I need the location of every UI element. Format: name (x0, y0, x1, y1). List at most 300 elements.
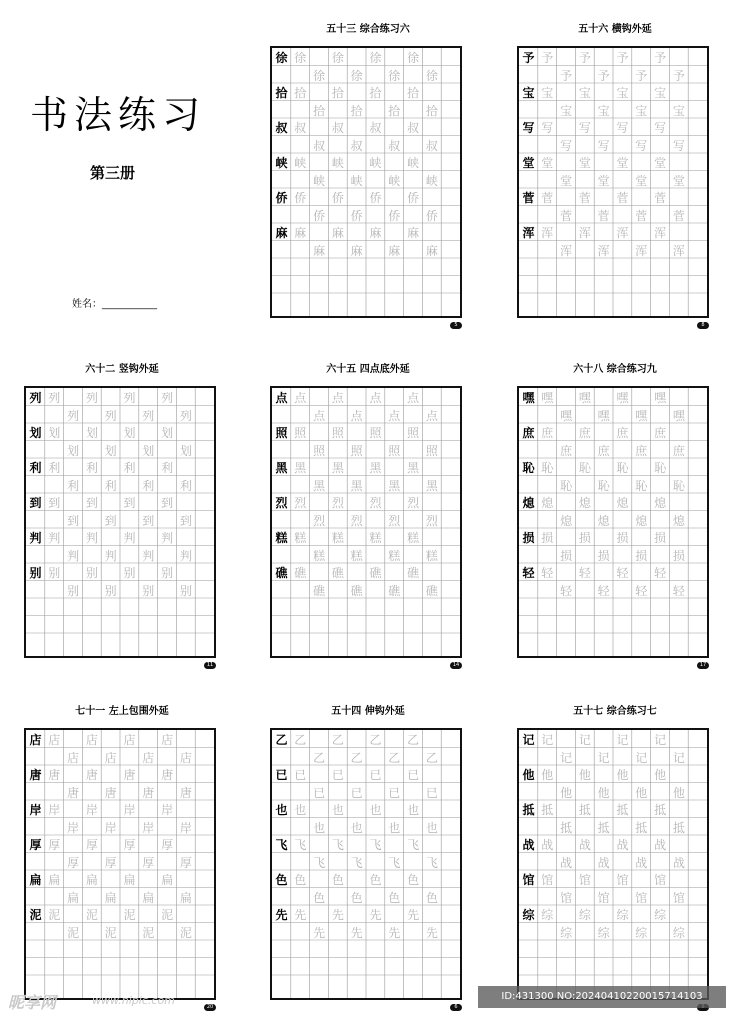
tracing-character: 扁 (123, 873, 136, 887)
tracing-character: 先 (407, 908, 420, 922)
tracing-character: 泥 (67, 925, 80, 940)
character-row (272, 564, 460, 599)
tracing-character: 店 (48, 733, 61, 747)
tracing-character: 唐 (85, 768, 98, 782)
tracing-character: 予 (654, 51, 667, 65)
tracing-character: 泥 (161, 908, 174, 922)
model-character: 恥 (522, 461, 535, 475)
tracing-character: 也 (350, 820, 363, 835)
tracing-character: 色 (425, 890, 438, 905)
tracing-character: 馆 (560, 890, 573, 905)
tracing-character: 列 (85, 391, 98, 405)
tracing-character: 堂 (597, 173, 610, 188)
tracing-character: 别 (104, 583, 117, 598)
tracing-character: 损 (616, 531, 629, 545)
tracing-character: 利 (123, 461, 136, 475)
tracing-character: 抵 (672, 820, 685, 835)
tracing-character: 宝 (654, 86, 667, 100)
tracing-character: 记 (616, 733, 629, 747)
character-row (272, 494, 460, 529)
tracing-character: 堂 (541, 156, 554, 170)
tracing-character: 也 (388, 820, 401, 835)
character-row (519, 224, 707, 259)
tracing-character: 唐 (48, 768, 61, 782)
tracing-character: 他 (672, 785, 685, 800)
tracing-character: 嘿 (654, 391, 667, 405)
character-row (519, 119, 707, 154)
tracing-character: 划 (48, 426, 61, 440)
tracing-character: 店 (67, 750, 80, 765)
writing-grid (270, 386, 462, 658)
tracing-character: 馆 (654, 873, 667, 887)
model-character: 已 (275, 768, 288, 782)
tracing-character: 馆 (672, 890, 685, 905)
tracing-character: 记 (597, 750, 610, 765)
tracing-character: 侨 (407, 191, 420, 205)
tracing-character: 唐 (67, 785, 80, 800)
tracing-character: 厚 (48, 838, 61, 852)
tracing-character: 糕 (331, 531, 344, 545)
character-row (272, 801, 460, 836)
tracing-character: 色 (407, 873, 420, 887)
model-character: 判 (29, 531, 42, 545)
page-number: 11 (204, 662, 216, 669)
tracing-character: 侨 (388, 208, 401, 223)
tracing-character: 恥 (672, 478, 685, 493)
tracing-character: 麻 (369, 226, 382, 240)
tracing-character: 麻 (313, 243, 326, 258)
model-character: 熄 (522, 496, 535, 510)
tracing-character: 列 (142, 408, 155, 423)
tracing-character: 轻 (672, 583, 685, 598)
tracing-character: 扁 (85, 873, 98, 887)
tracing-character: 扁 (48, 873, 61, 887)
tracing-character: 已 (294, 768, 307, 782)
tracing-character: 宝 (578, 86, 591, 100)
tracing-character: 利 (104, 478, 117, 493)
tracing-character: 记 (654, 733, 667, 747)
tracing-character: 礁 (425, 583, 438, 598)
model-character: 综 (522, 908, 535, 922)
model-character: 乙 (275, 733, 288, 747)
tracing-character: 糕 (294, 531, 307, 545)
tracing-character: 礁 (294, 566, 307, 580)
tracing-character: 综 (635, 925, 648, 940)
tracing-character: 嘿 (578, 391, 591, 405)
tracing-character: 庶 (654, 426, 667, 440)
tracing-character: 轻 (560, 583, 573, 598)
tracing-character: 宝 (597, 103, 610, 118)
tracing-character: 峡 (388, 173, 401, 188)
character-row (519, 84, 707, 119)
tracing-character: 损 (541, 531, 554, 545)
tracing-character: 飞 (331, 838, 344, 852)
tracing-character: 扁 (161, 873, 174, 887)
tracing-character: 麻 (425, 243, 438, 258)
tracing-character: 礁 (331, 566, 344, 580)
tracing-character: 叔 (294, 121, 307, 135)
tracing-character: 徐 (425, 68, 438, 83)
character-row (272, 389, 460, 424)
character-row (26, 424, 214, 459)
tracing-character: 到 (85, 496, 98, 510)
tracing-character: 泥 (142, 925, 155, 940)
tracing-character: 峡 (369, 156, 382, 170)
tracing-character: 烈 (425, 513, 438, 528)
model-character: 色 (275, 873, 288, 887)
tracing-character: 已 (407, 768, 420, 782)
character-row (26, 564, 214, 599)
tracing-character: 别 (142, 583, 155, 598)
page-number: 20 (204, 1004, 216, 1011)
character-row (26, 801, 214, 836)
model-character: 拾 (275, 86, 288, 100)
tracing-character: 烈 (369, 496, 382, 510)
model-character: 泥 (29, 908, 42, 922)
tracing-character: 别 (179, 583, 192, 598)
character-row (519, 766, 707, 801)
model-character: 菅 (522, 191, 535, 205)
model-character: 糕 (275, 531, 288, 545)
tracing-character: 照 (313, 443, 326, 458)
tracing-character: 综 (672, 925, 685, 940)
tracing-character: 嘿 (616, 391, 629, 405)
character-row (26, 459, 214, 494)
tracing-character: 抵 (616, 803, 629, 817)
tracing-character: 庶 (616, 426, 629, 440)
tracing-character: 先 (331, 908, 344, 922)
tracing-character: 黑 (294, 461, 307, 475)
tracing-character: 堂 (635, 173, 648, 188)
tracing-character: 战 (672, 855, 685, 870)
tracing-character: 乙 (350, 750, 363, 765)
tracing-character: 予 (578, 51, 591, 65)
tracing-character: 损 (597, 548, 610, 563)
tracing-character: 菅 (672, 208, 685, 223)
tracing-character: 浑 (597, 243, 610, 258)
tracing-character: 馆 (616, 873, 629, 887)
tracing-character: 黑 (388, 478, 401, 493)
tracing-character: 已 (388, 785, 401, 800)
tracing-character: 菅 (597, 208, 610, 223)
character-row (272, 154, 460, 189)
tracing-character: 他 (578, 768, 591, 782)
tracing-character: 飞 (294, 838, 307, 852)
tracing-character: 泥 (179, 925, 192, 940)
tracing-character: 点 (407, 391, 420, 405)
tracing-character: 点 (388, 408, 401, 423)
tracing-character: 菅 (578, 191, 591, 205)
tracing-character: 综 (560, 925, 573, 940)
tracing-character: 判 (179, 548, 192, 563)
model-character: 也 (275, 803, 288, 817)
tracing-character: 点 (425, 408, 438, 423)
tracing-character: 划 (123, 426, 136, 440)
tracing-character: 记 (560, 750, 573, 765)
tracing-character: 厚 (142, 855, 155, 870)
tracing-character: 抵 (560, 820, 573, 835)
tracing-character: 抵 (654, 803, 667, 817)
tracing-character: 堂 (672, 173, 685, 188)
page-number: 5 (450, 322, 462, 329)
tracing-character: 记 (578, 733, 591, 747)
tracing-character: 徐 (407, 51, 420, 65)
tracing-character: 战 (635, 855, 648, 870)
tracing-character: 岸 (161, 803, 174, 817)
tracing-character: 馆 (541, 873, 554, 887)
tracing-character: 划 (85, 426, 98, 440)
tracing-character: 礁 (388, 583, 401, 598)
writing-grid (517, 386, 709, 658)
tracing-character: 峡 (294, 156, 307, 170)
tracing-character: 先 (388, 925, 401, 940)
tracing-character: 侨 (331, 191, 344, 205)
character-row (272, 189, 460, 224)
character-row (519, 871, 707, 906)
model-character: 烈 (275, 496, 288, 510)
tracing-character: 点 (369, 391, 382, 405)
tracing-character: 叔 (350, 138, 363, 153)
tracing-character: 侨 (294, 191, 307, 205)
tracing-character: 飞 (388, 855, 401, 870)
tracing-character: 嘿 (560, 408, 573, 423)
tracing-character: 他 (635, 785, 648, 800)
tracing-character: 叔 (425, 138, 438, 153)
character-row (26, 906, 214, 941)
tracing-character: 到 (123, 496, 136, 510)
model-character: 扁 (29, 873, 42, 887)
tracing-character: 店 (142, 750, 155, 765)
tracing-character: 抵 (635, 820, 648, 835)
tracing-character: 轻 (578, 566, 591, 580)
character-row (272, 119, 460, 154)
tracing-character: 判 (48, 531, 61, 545)
tracing-character: 泥 (104, 925, 117, 940)
tracing-character: 别 (67, 583, 80, 598)
tracing-character: 熄 (541, 496, 554, 510)
tracing-character: 烈 (350, 513, 363, 528)
page-number: 14 (450, 662, 462, 669)
tracing-character: 烈 (313, 513, 326, 528)
tracing-character: 侨 (350, 208, 363, 223)
character-row (272, 906, 460, 941)
writing-grid (517, 728, 709, 1000)
tracing-character: 列 (104, 408, 117, 423)
model-character: 嘿 (522, 391, 535, 405)
tracing-character: 徐 (294, 51, 307, 65)
character-row (519, 154, 707, 189)
tracing-character: 徐 (388, 68, 401, 83)
tracing-character: 色 (350, 890, 363, 905)
tracing-character: 先 (313, 925, 326, 940)
tracing-character: 宝 (541, 86, 554, 100)
tracing-character: 飞 (425, 855, 438, 870)
tracing-character: 战 (541, 838, 554, 852)
tracing-character: 利 (67, 478, 80, 493)
character-row (519, 459, 707, 494)
tracing-character: 色 (388, 890, 401, 905)
tracing-character: 馆 (635, 890, 648, 905)
tracing-character: 嘿 (597, 408, 610, 423)
tracing-character: 糕 (425, 548, 438, 563)
character-row (272, 871, 460, 906)
tracing-character: 浑 (541, 226, 554, 240)
tracing-character: 利 (85, 461, 98, 475)
tracing-character: 写 (654, 121, 667, 135)
character-row (26, 494, 214, 529)
tracing-character: 馆 (597, 890, 610, 905)
tracing-character: 徐 (350, 68, 363, 83)
tracing-character: 划 (67, 443, 80, 458)
tracing-character: 庶 (672, 443, 685, 458)
tracing-character: 轻 (635, 583, 648, 598)
model-character: 列 (29, 391, 42, 405)
tracing-character: 他 (654, 768, 667, 782)
tracing-character: 恥 (541, 461, 554, 475)
tracing-character: 浑 (654, 226, 667, 240)
character-row (519, 731, 707, 766)
tracing-character: 到 (161, 496, 174, 510)
tracing-character: 记 (672, 750, 685, 765)
tracing-character: 麻 (350, 243, 363, 258)
sheet-title: 六十五 四点底外延 (326, 364, 410, 375)
character-row (519, 189, 707, 224)
tracing-character: 岸 (142, 820, 155, 835)
tracing-character: 叔 (369, 121, 382, 135)
tracing-character: 也 (294, 803, 307, 817)
tracing-character: 礁 (350, 583, 363, 598)
tracing-character: 写 (541, 121, 554, 135)
tracing-character: 飞 (313, 855, 326, 870)
model-character: 唐 (29, 768, 42, 782)
tracing-character: 照 (331, 426, 344, 440)
model-character: 飞 (275, 838, 288, 852)
tracing-character: 乙 (425, 750, 438, 765)
tracing-character: 峡 (425, 173, 438, 188)
tracing-character: 烈 (331, 496, 344, 510)
character-row (519, 529, 707, 564)
model-character: 徐 (275, 51, 288, 65)
tracing-character: 综 (578, 908, 591, 922)
tracing-character: 判 (67, 548, 80, 563)
tracing-character: 点 (313, 408, 326, 423)
model-character: 黑 (275, 461, 288, 475)
tracing-character: 黑 (331, 461, 344, 475)
tracing-character: 浑 (560, 243, 573, 258)
tracing-character: 岸 (123, 803, 136, 817)
tracing-character: 予 (597, 68, 610, 83)
writing-grid (24, 728, 216, 1000)
tracing-character: 宝 (616, 86, 629, 100)
tracing-character: 已 (369, 768, 382, 782)
tracing-character: 列 (67, 408, 80, 423)
character-row (26, 836, 214, 871)
tracing-character: 写 (635, 138, 648, 153)
tracing-character: 糕 (313, 548, 326, 563)
character-row (272, 424, 460, 459)
character-row (519, 801, 707, 836)
tracing-character: 唐 (104, 785, 117, 800)
model-character: 庶 (522, 426, 535, 440)
character-row (519, 494, 707, 529)
tracing-character: 已 (331, 768, 344, 782)
tracing-character: 拾 (388, 103, 401, 118)
tracing-character: 抵 (578, 803, 591, 817)
tracing-character: 麻 (294, 226, 307, 240)
cover-volume: 第三册 (90, 164, 136, 182)
tracing-character: 恥 (578, 461, 591, 475)
tracing-character: 厚 (85, 838, 98, 852)
model-character: 先 (275, 908, 288, 922)
tracing-character: 扁 (142, 890, 155, 905)
tracing-character: 恥 (597, 478, 610, 493)
tracing-character: 恥 (635, 478, 648, 493)
tracing-character: 熄 (672, 513, 685, 528)
model-character: 堂 (522, 156, 535, 170)
tracing-character: 划 (142, 443, 155, 458)
tracing-character: 他 (597, 785, 610, 800)
tracing-character: 划 (104, 443, 117, 458)
tracing-character: 岸 (104, 820, 117, 835)
tracing-character: 判 (142, 548, 155, 563)
tracing-character: 唐 (142, 785, 155, 800)
model-character: 浑 (522, 226, 535, 240)
tracing-character: 别 (161, 566, 174, 580)
tracing-character: 糕 (350, 548, 363, 563)
tracing-character: 峡 (407, 156, 420, 170)
tracing-character: 熄 (635, 513, 648, 528)
tracing-character: 菅 (635, 208, 648, 223)
tracing-character: 宝 (560, 103, 573, 118)
model-character: 划 (29, 426, 42, 440)
tracing-character: 点 (350, 408, 363, 423)
tracing-character: 到 (67, 513, 80, 528)
tracing-character: 写 (672, 138, 685, 153)
tracing-character: 到 (48, 496, 61, 510)
tracing-character: 他 (541, 768, 554, 782)
character-row (272, 224, 460, 259)
tracing-character: 记 (541, 733, 554, 747)
tracing-character: 浑 (672, 243, 685, 258)
tracing-character: 写 (597, 138, 610, 153)
tracing-character: 照 (388, 443, 401, 458)
tracing-character: 堂 (578, 156, 591, 170)
sheet-title: 六十二 竖钩外延 (85, 364, 159, 375)
tracing-character: 写 (616, 121, 629, 135)
tracing-character: 糕 (388, 548, 401, 563)
tracing-character: 轻 (654, 566, 667, 580)
character-row (272, 84, 460, 119)
tracing-character: 糕 (407, 531, 420, 545)
tracing-character: 乙 (388, 750, 401, 765)
tracing-character: 徐 (369, 51, 382, 65)
tracing-character: 宝 (672, 103, 685, 118)
tracing-character: 泥 (85, 908, 98, 922)
tracing-character: 嘿 (541, 391, 554, 405)
tracing-character: 黑 (369, 461, 382, 475)
tracing-character: 到 (142, 513, 155, 528)
model-character: 宝 (522, 86, 535, 100)
writing-grid (24, 386, 216, 658)
tracing-character: 烈 (294, 496, 307, 510)
tracing-character: 列 (179, 408, 192, 423)
model-character: 侨 (275, 191, 288, 205)
tracing-character: 予 (672, 68, 685, 83)
tracing-character: 黑 (407, 461, 420, 475)
tracing-character: 菅 (616, 191, 629, 205)
tracing-character: 照 (369, 426, 382, 440)
tracing-character: 记 (635, 750, 648, 765)
